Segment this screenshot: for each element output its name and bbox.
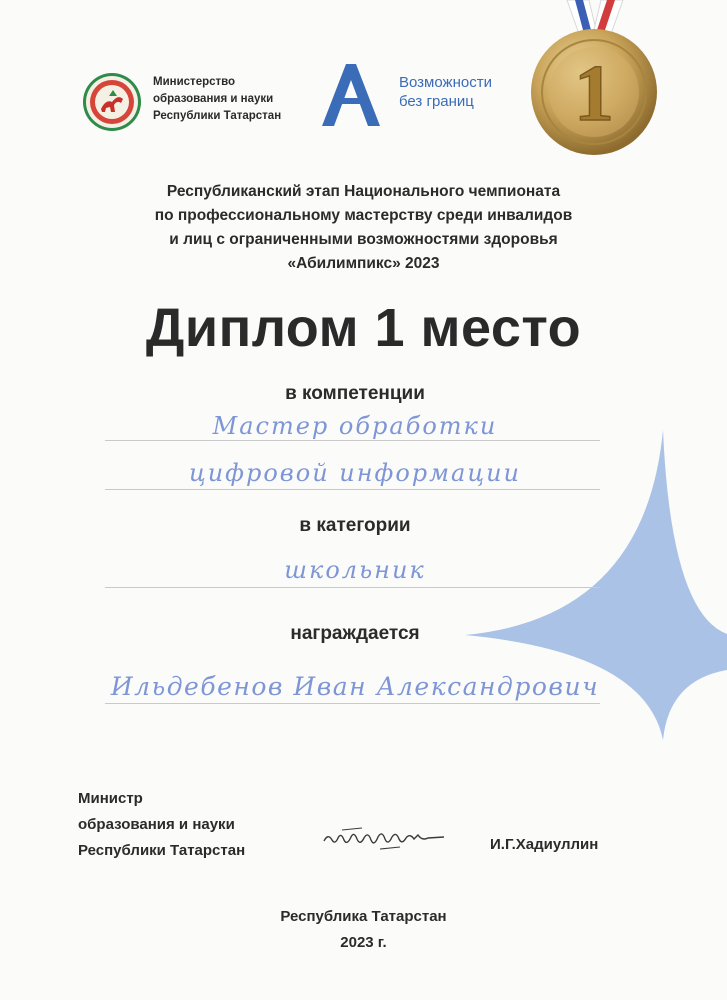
event-line: по профессиональному мастерству среди инвалидов: [154, 207, 573, 224]
category-label: в категории: [299, 515, 411, 536]
diploma-title: Диплом 1 место: [145, 298, 582, 358]
event-line: и лиц с ограниченными возможностями здоровья: [169, 231, 558, 248]
slogan-line: без границ: [399, 93, 474, 110]
footer-place: Республика Татарстан: [280, 908, 447, 925]
footer: [0, 904, 727, 956]
medal-number: 1: [574, 50, 614, 138]
ministry-line: Республики Татарстан: [153, 110, 282, 122]
ministry-line: Министерство: [153, 76, 236, 88]
position-line: Республики Татарстан: [78, 842, 246, 859]
competence-value-line2: цифровой информации: [188, 459, 522, 487]
signatory-position: [78, 786, 298, 864]
gold-medal-icon: [527, 0, 662, 158]
underline: [105, 489, 600, 490]
event-description: [0, 180, 727, 276]
abilympics-logo: [320, 62, 382, 128]
position-line: образования и науки: [78, 816, 235, 833]
underline: [105, 703, 600, 704]
signatory-name: И.Г.Хадиуллин: [490, 836, 599, 853]
competence-label: в компетенции: [285, 383, 425, 404]
tatarstan-emblem-icon: [82, 72, 142, 132]
award-label: награждается: [290, 623, 420, 644]
handwritten-signature: [322, 825, 447, 853]
ministry-name: [153, 74, 333, 125]
event-line: Республиканский этап Национального чемпионата: [166, 183, 561, 200]
category-value: школьник: [284, 556, 426, 584]
footer-year: 2023 г.: [340, 934, 387, 951]
underline: [105, 440, 600, 441]
position-line: Министр: [78, 790, 143, 807]
ministry-line: образования и науки: [153, 93, 274, 105]
abilympics-slogan: [399, 73, 529, 111]
competence-value-line1: Мастер обработки: [212, 412, 498, 440]
awardee-name: Ильдебенов Иван Александрович: [110, 672, 600, 701]
slogan-line: Возможности: [399, 74, 492, 91]
underline: [105, 587, 600, 588]
event-line: «Абилимпикс» 2023: [287, 255, 440, 272]
